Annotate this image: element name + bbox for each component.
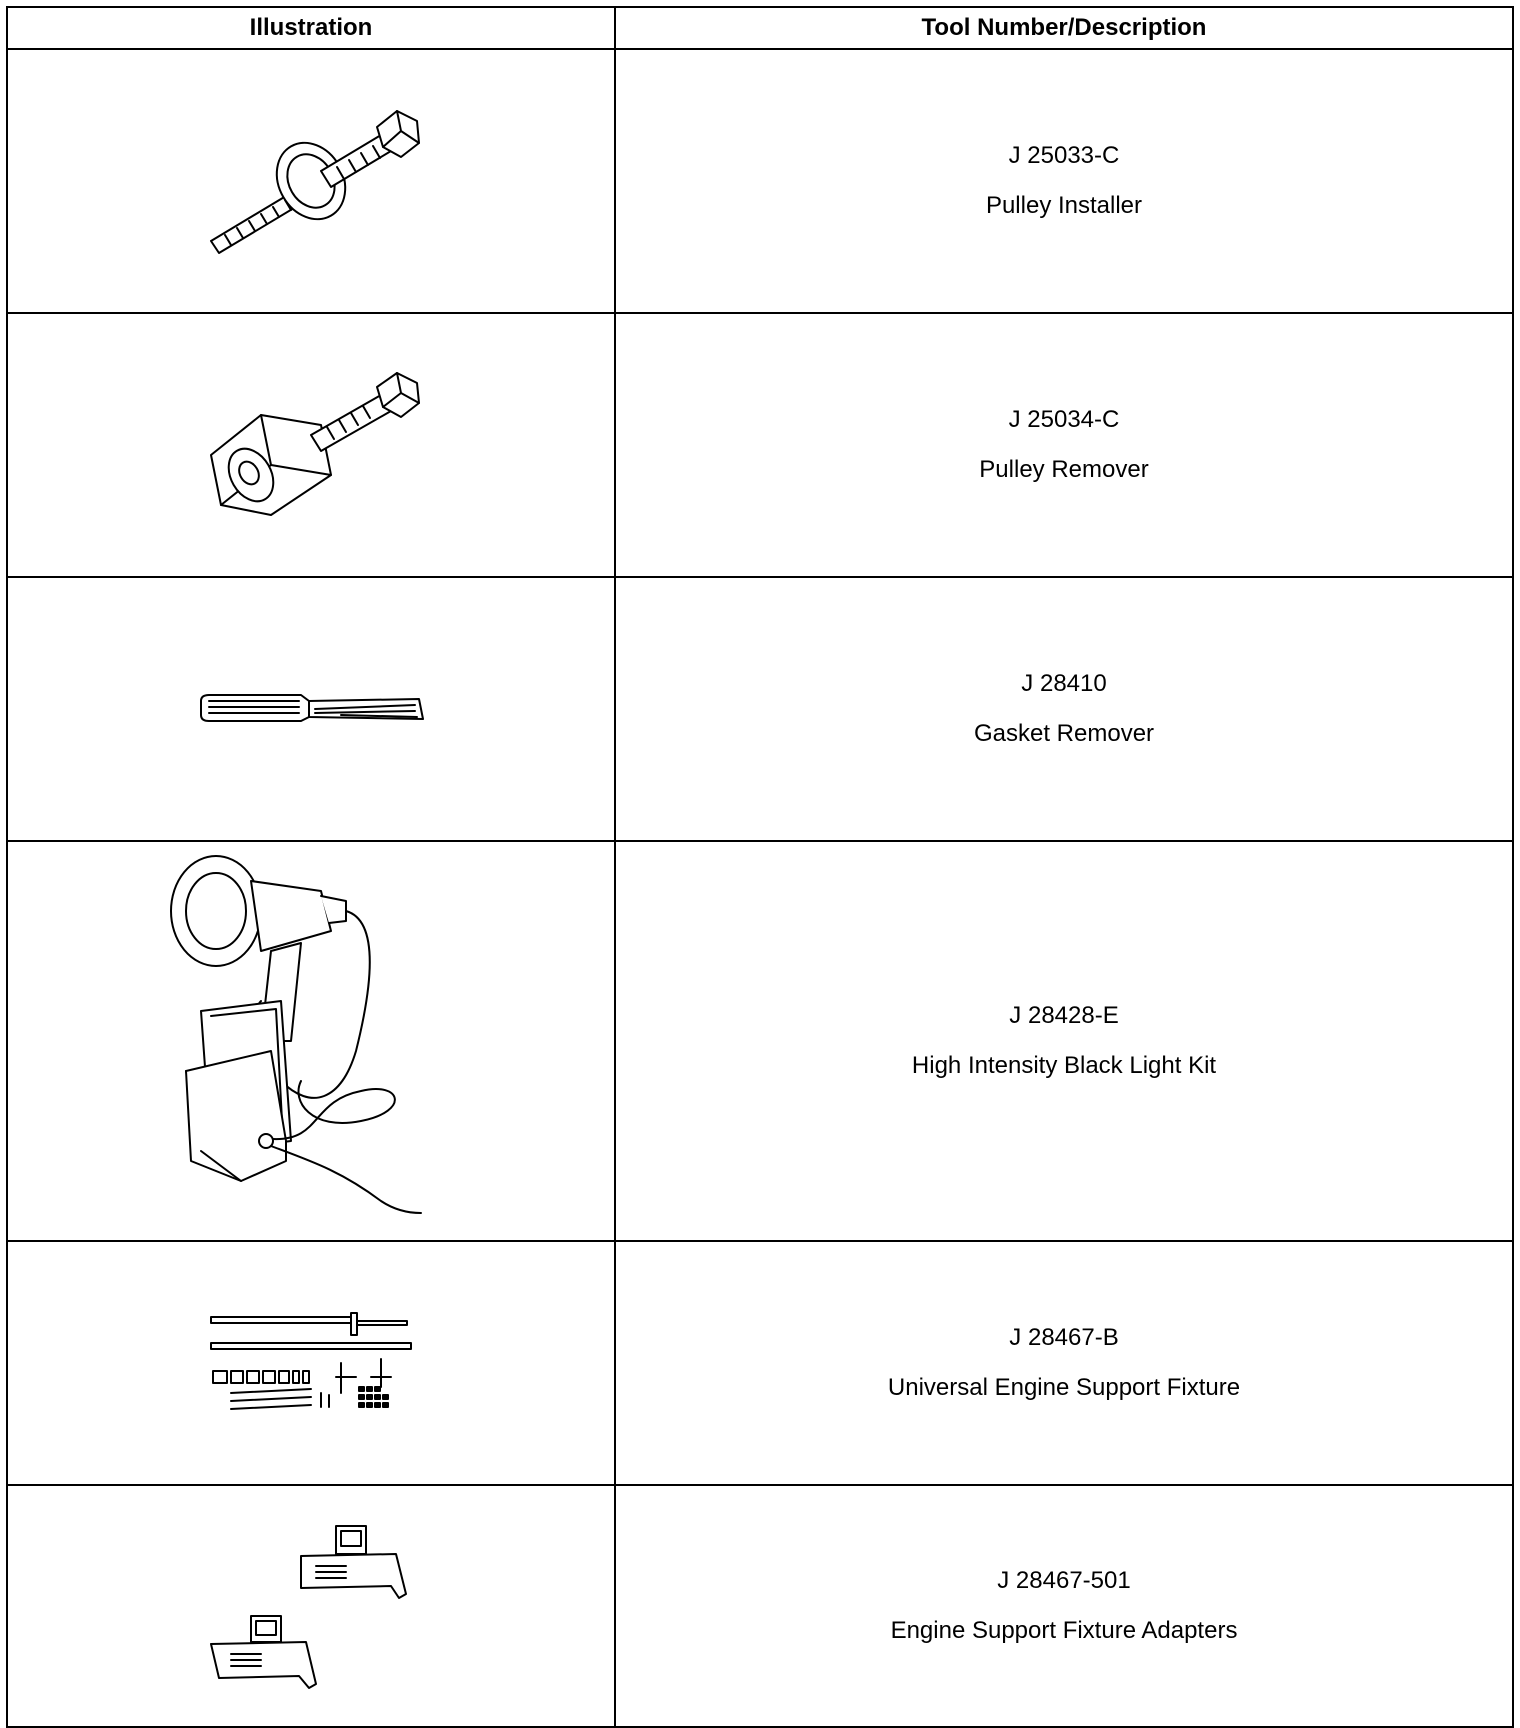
tool-number: J 28428-E	[1009, 1002, 1119, 1029]
table-row	[7, 841, 1513, 1241]
fixture-adapters-icon	[191, 1516, 431, 1696]
tool-description: Pulley Installer	[985, 192, 1143, 219]
tool-number: J 28467-B	[1009, 1324, 1119, 1351]
tool-description: Engine Support Fixture Adapters	[890, 1617, 1238, 1644]
tool-number: J 25033-C	[1008, 142, 1120, 169]
tool-description: Gasket Remover	[973, 720, 1155, 747]
description-cell	[615, 49, 1513, 313]
description-cell	[615, 313, 1513, 577]
illustration-cell	[7, 313, 615, 577]
description-cell	[615, 577, 1513, 841]
gasket-remover-icon	[191, 679, 431, 739]
illustration-cell	[7, 577, 615, 841]
table-row	[7, 577, 1513, 841]
special-tools-table	[6, 6, 1514, 1728]
engine-support-fixture-icon	[201, 1303, 421, 1423]
tool-description: High Intensity Black Light Kit	[911, 1052, 1217, 1079]
header-illustration: Illustration	[7, 7, 615, 49]
illustration-cell	[7, 1485, 615, 1727]
tool-number: J 25034-C	[1008, 406, 1120, 433]
pulley-remover-icon	[191, 365, 431, 525]
header-tool-number-description: Tool Number/Description	[615, 7, 1513, 49]
illustration-cell	[7, 49, 615, 313]
table-row	[7, 1241, 1513, 1485]
illustration-cell	[7, 1241, 615, 1485]
description-cell	[615, 841, 1513, 1241]
tool-number: J 28410	[1021, 670, 1107, 697]
tool-number: J 28467-501	[997, 1567, 1131, 1594]
table-row	[7, 313, 1513, 577]
description-cell	[615, 1241, 1513, 1485]
pulley-installer-icon	[191, 101, 431, 261]
table-row	[7, 49, 1513, 313]
table-row	[7, 1485, 1513, 1727]
description-cell	[615, 1485, 1513, 1727]
tool-description: Pulley Remover	[979, 456, 1149, 483]
black-light-kit-icon	[161, 851, 461, 1231]
header-row	[7, 7, 1513, 49]
tool-description: Universal Engine Support Fixture	[887, 1374, 1241, 1401]
illustration-cell	[7, 841, 615, 1241]
